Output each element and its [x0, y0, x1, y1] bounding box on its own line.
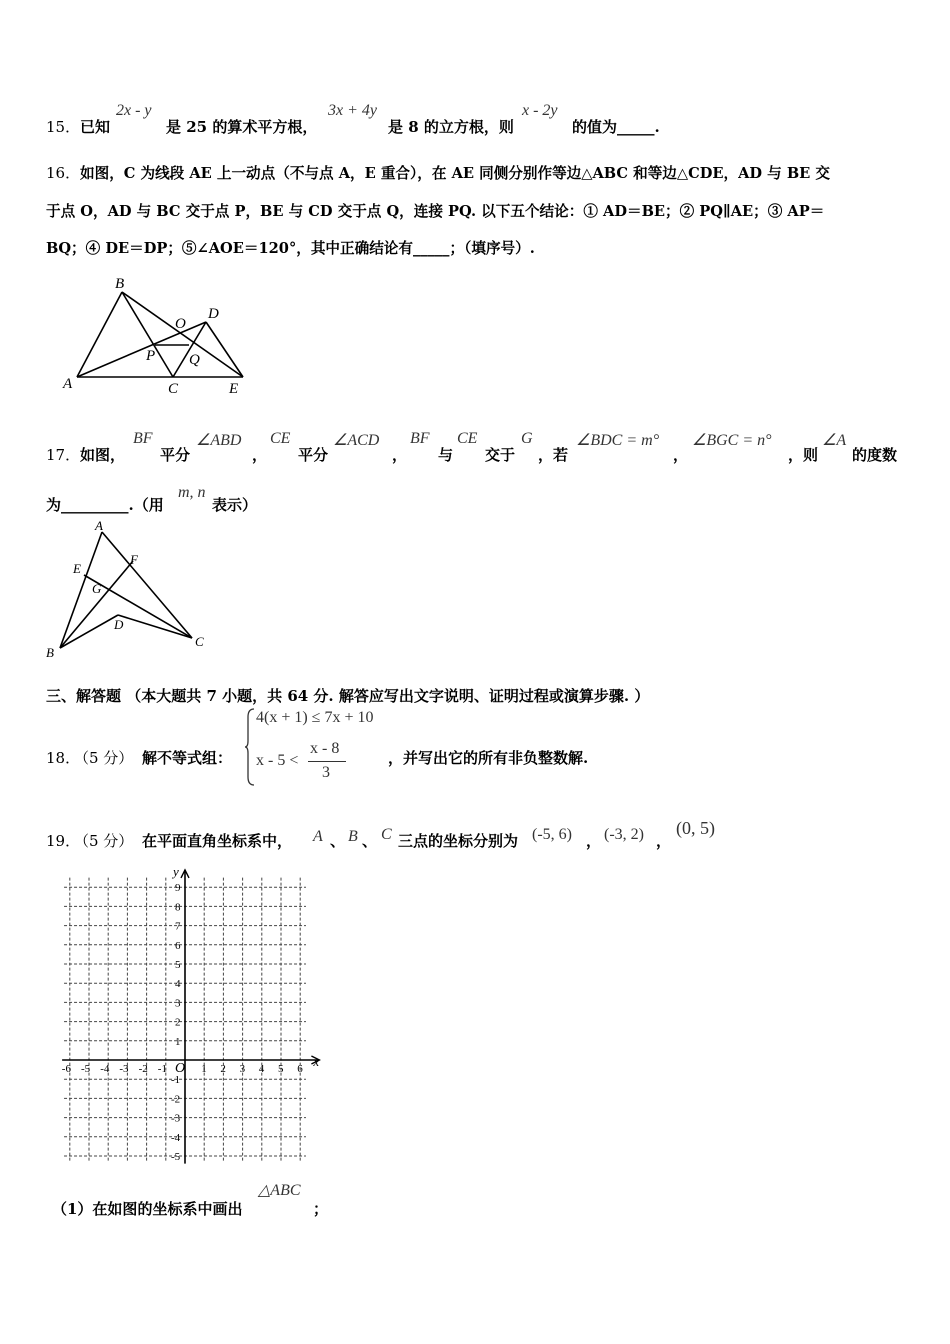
q18-fraction-bar [308, 761, 346, 762]
q19-text-2: 三点的坐标分别为 [398, 832, 519, 850]
y-tick-label: 6 [175, 939, 181, 952]
y-axis-label: y [173, 863, 179, 879]
fig16-label-p: P [146, 348, 156, 364]
origin-label: O [175, 1061, 186, 1076]
q17-math-acd: ∠ACD [333, 432, 380, 449]
q16-line-2: 于点 O，AD 与 BC 交于点 P，BE 与 CD 交于点 Q，连接 PQ. 以下五个结论：① AD＝BE；② PQ∥AE；③ AP＝ [46, 203, 825, 220]
q17-comma-1: ， [252, 446, 268, 464]
q17-text-4: 与 [438, 446, 454, 464]
q15-text-2: 是 25 的算术平方根， [166, 118, 318, 136]
q17-math-g: G [521, 430, 533, 447]
x-tick-label: -6 [61, 1063, 71, 1075]
q19-sub1-end: ； [313, 1200, 329, 1218]
q19-sub1-triangle: △ABC [258, 1182, 301, 1199]
q19-comma-2: ， [656, 832, 672, 850]
x-tick-label: 2 [220, 1063, 226, 1075]
fig17-label-c: C [195, 634, 204, 649]
figure-17 [40, 518, 220, 663]
q17-math-bf-2: BF [410, 430, 430, 447]
q17-comma-2: ， [392, 446, 408, 464]
q18-fraction-numerator: x - 8 [310, 740, 340, 757]
x-tick-label: -5 [81, 1063, 91, 1075]
fig17-label-e: E [73, 561, 81, 576]
x-tick-label: 3 [239, 1063, 246, 1075]
q18-score: （5 分） [74, 749, 134, 767]
q15-text-1: 已知 [80, 118, 111, 136]
y-tick-label: 8 [175, 901, 181, 914]
q17-math-abd: ∠ABD [196, 432, 242, 449]
q15-text-4: 的值为_____. [572, 118, 660, 136]
y-tick-label: -3 [171, 1112, 181, 1125]
fig16-label-o: O [175, 316, 186, 332]
q17-line-2a: 为_________.（用 [46, 496, 164, 514]
q18-inequality-2-left: x - 5 < [256, 752, 299, 769]
q17-math-ce: CE [270, 430, 291, 447]
figure-16 [55, 270, 265, 400]
q17-math-a: ∠A [822, 432, 847, 449]
q17-text-5: 交于 [485, 446, 516, 464]
x-tick-label: -1 [157, 1063, 167, 1075]
q15-text-3: 是 8 的立方根，则 [388, 118, 514, 136]
q16-line-1: 如图，C 为线段 AE 上一动点（不与点 A，E 重合），在 AE 同侧分别作等边△ABC 和等边△CDE，AD 与 BE 交 [80, 165, 830, 182]
y-tick-label: 7 [175, 920, 181, 933]
x-tick-label: 4 [258, 1063, 265, 1075]
section-3-heading: 三、解答题 （本大题共 7 小题，共 64 分. 解答应写出文字说明、证明过程或演算步骤. ） [46, 687, 650, 705]
q17-text-2: 平分 [160, 446, 191, 464]
y-tick-label: 2 [175, 1016, 181, 1029]
fig16-label-c: C [168, 381, 179, 397]
q17-text-6: ，若 [538, 446, 569, 464]
q17-text-7: ，则 [788, 446, 819, 464]
fig17-label-a: A [95, 518, 103, 533]
fig16-label-q: Q [189, 352, 200, 368]
q15-expr-2: 3x + 4y [328, 102, 377, 119]
y-tick-label: -5 [171, 1151, 181, 1163]
q19-sub1-text: （1）在如图的坐标系中画出 [52, 1200, 243, 1218]
y-tick-label: 3 [175, 997, 181, 1010]
q16-line-3: BQ；④ DE＝DP；⑤∠AOE＝120°，其中正确结论有_____；（填序号）. [46, 240, 535, 257]
x-tick-label: 5 [278, 1063, 284, 1075]
q17-text-3: 平分 [298, 446, 329, 464]
y-tick-label: 5 [175, 959, 181, 971]
q19-number: 19． [46, 832, 81, 850]
q17-comma-3: ， [673, 446, 689, 464]
q19-text-1: 在平面直角坐标系中， [142, 832, 293, 850]
q19-sep-1: 、 [330, 832, 346, 850]
q19-score: （5 分） [74, 832, 134, 850]
fig17-label-d: D [114, 617, 124, 632]
fig16-label-b: B [115, 276, 125, 292]
fig16-label-e: E [229, 381, 239, 397]
q17-math-bgc: ∠BGC = n° [692, 432, 772, 449]
y-tick-label: 9 [175, 882, 181, 895]
q18-text-1: 解不等式组： [142, 749, 233, 767]
y-tick-label: 4 [175, 978, 181, 991]
q17-text-1: 如图， [80, 446, 126, 464]
y-tick-label: -4 [171, 1131, 181, 1144]
fig16-label-d: D [208, 306, 219, 322]
q19-comma-1: ， [586, 832, 602, 850]
q18-fraction-denominator: 3 [322, 764, 330, 781]
x-tick-label: -2 [138, 1063, 148, 1075]
q19-coord-a: (-5, 6) [532, 826, 572, 843]
x-tick-label: 6 [297, 1063, 303, 1075]
q15-expr-1: 2x - y [116, 102, 152, 119]
fig17-label-b: B [46, 645, 54, 660]
fig17-label-g: G [92, 581, 102, 596]
q18-number: 18． [46, 749, 81, 767]
q17-math-bdc: ∠BDC = m° [576, 432, 660, 449]
x-tick-label: -4 [100, 1063, 110, 1075]
q15-number: 15． [46, 118, 81, 136]
q17-math-bf: BF [133, 430, 153, 447]
q15-expr-3: x - 2y [522, 102, 558, 119]
y-tick-label: -2 [171, 1093, 181, 1106]
q17-math-mn: m, n [178, 484, 206, 501]
q17-text-8: 的度数 [852, 446, 898, 464]
fig16-label-a: A [63, 376, 73, 392]
x-tick-label: -3 [119, 1063, 129, 1075]
q17-math-ce-2: CE [457, 430, 478, 447]
q18-brace [244, 707, 256, 787]
coordinate-grid [50, 863, 340, 1167]
x-axis-label: x [313, 1054, 320, 1069]
q16-number: 16． [46, 164, 81, 182]
y-tick-label: -1 [171, 1074, 181, 1087]
q19-coord-b: (-3, 2) [604, 826, 644, 843]
q19-point-b: B [348, 828, 358, 845]
q17-number: 17． [46, 446, 81, 464]
y-tick-label: 1 [175, 1035, 181, 1048]
q19-coord-c: (0, 5) [676, 818, 715, 838]
x-tick-label: 1 [201, 1063, 207, 1075]
q17-line-2b: 表示） [212, 496, 258, 514]
q19-point-a: A [313, 828, 323, 845]
q18-text-2: ，并写出它的所有非负整数解. [388, 749, 589, 767]
q19-point-c: C [381, 826, 392, 843]
fig17-label-f: F [130, 552, 138, 567]
q18-inequality-1: 4(x + 1) ≤ 7x + 10 [256, 709, 374, 726]
q19-sep-2: 、 [362, 832, 378, 850]
